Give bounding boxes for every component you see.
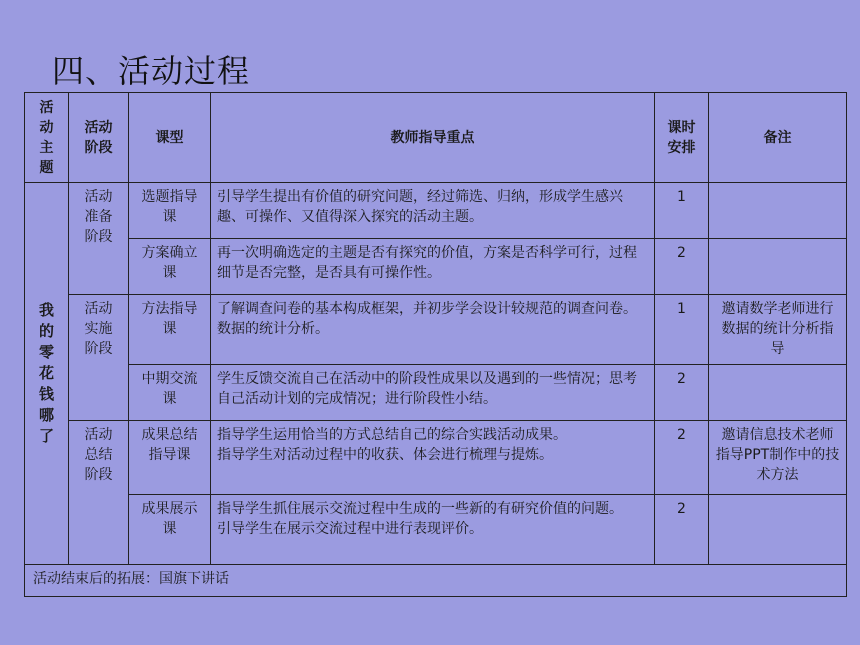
table-row: [25, 239, 847, 295]
focus-cell: 再一次明确选定的主题是否有探究的价值，方案是否科学可行，过程细节是否完整，是否具有可操作性。: [211, 239, 655, 295]
header-course: 课型: [129, 93, 211, 183]
focus-cell: 了解调查问卷的基本构成框架，并初步学会设计较规范的调查问卷。 数据的统计分析。: [211, 295, 655, 365]
note-cell: [709, 495, 847, 565]
table-row: [25, 295, 847, 365]
note-cell: [709, 239, 847, 295]
table-row: [25, 365, 847, 421]
course-cell: 方法指导课: [129, 295, 211, 365]
theme-cell: 我的零花钱哪了: [25, 183, 69, 565]
hours-cell: 1: [655, 295, 709, 365]
course-cell: 成果展示课: [129, 495, 211, 565]
header-notes: 备注: [709, 93, 847, 183]
footer-note: 活动结束后的拓展：国旗下讲话: [25, 565, 847, 597]
activity-process-table: [24, 92, 847, 597]
header-theme: 活动主题: [25, 93, 69, 183]
page-title: 四、活动过程: [52, 52, 251, 90]
course-cell: 方案确立课: [129, 239, 211, 295]
course-cell: 中期交流课: [129, 365, 211, 421]
note-cell: 邀请信息技术老师指导PPT制作中的技术方法: [709, 421, 847, 495]
note-cell: [709, 365, 847, 421]
focus-cell: 指导学生抓住展示交流过程中生成的一些新的有研究价值的问题。 引导学生在展示交流过程中进行表现评价。: [211, 495, 655, 565]
stage-cell: 活动总结阶段: [69, 421, 129, 565]
stage-cell: 活动准备阶段: [69, 183, 129, 295]
hours-cell: 1: [655, 183, 709, 239]
table-row: [25, 183, 847, 239]
focus-cell: 学生反馈交流自己在活动中的阶段性成果以及遇到的一些情况；思考自己活动计划的完成情况；进行阶段性小结。: [211, 365, 655, 421]
stage-cell: 活动实施阶段: [69, 295, 129, 421]
course-cell: 成果总结指导课: [129, 421, 211, 495]
course-cell: 选题指导课: [129, 183, 211, 239]
note-cell: [709, 183, 847, 239]
header-row: [25, 93, 847, 183]
hours-cell: 2: [655, 495, 709, 565]
table-row: [25, 421, 847, 495]
table-row: [25, 495, 847, 565]
header-focus: 教师指导重点: [211, 93, 655, 183]
note-cell: 邀请数学老师进行数据的统计分析指导: [709, 295, 847, 365]
header-hours: 课时安排: [655, 93, 709, 183]
header-stage: 活动阶段: [69, 93, 129, 183]
hours-cell: 2: [655, 365, 709, 421]
footer-row: [25, 565, 847, 597]
hours-cell: 2: [655, 421, 709, 495]
focus-cell: 指导学生运用恰当的方式总结自己的综合实践活动成果。 指导学生对活动过程中的收获、体会进行梳理与提炼。: [211, 421, 655, 495]
hours-cell: 2: [655, 239, 709, 295]
focus-cell: 引导学生提出有价值的研究问题，经过筛选、归纳，形成学生感兴趣、可操作、又值得深入探究的活动主题。: [211, 183, 655, 239]
